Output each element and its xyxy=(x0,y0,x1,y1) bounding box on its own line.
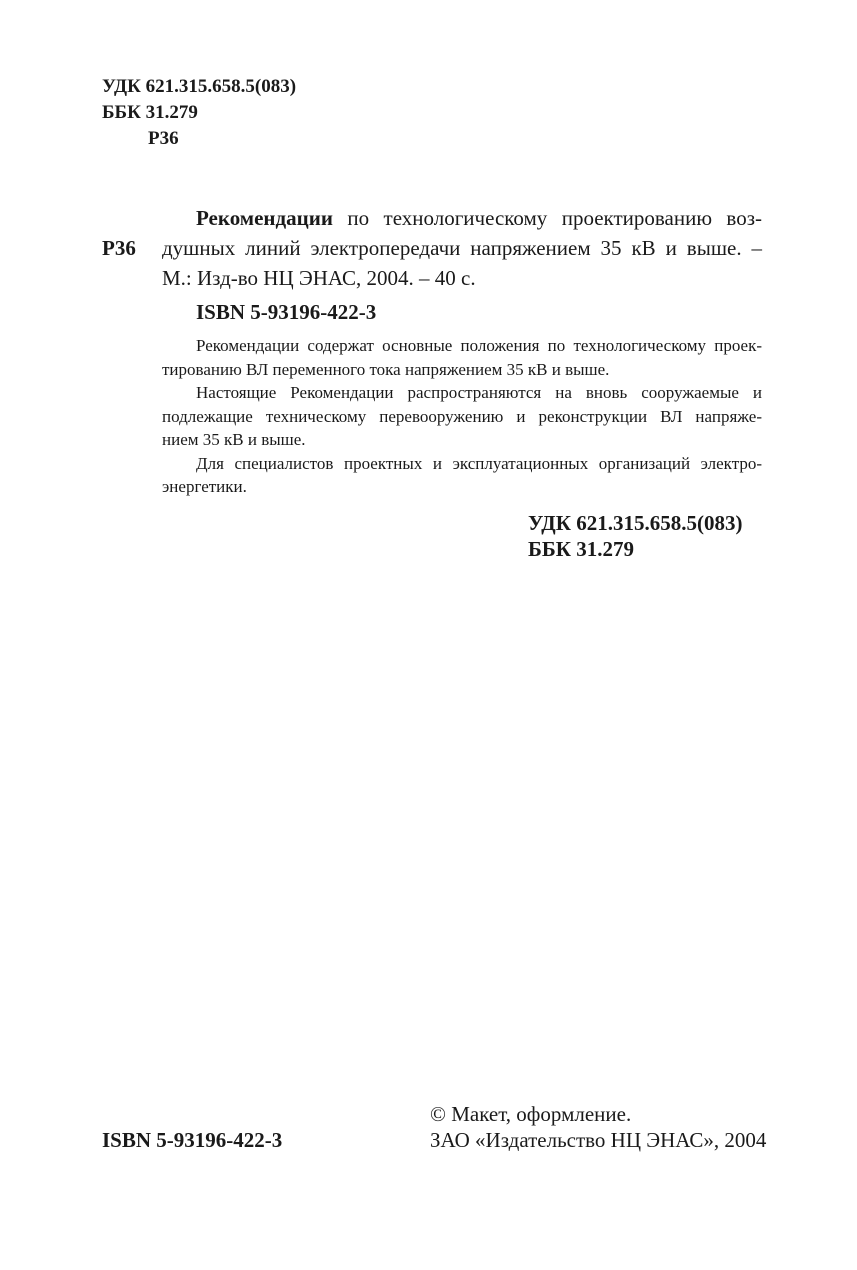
annotation-p2-line-2: подлежащие техническому перевооружению и реконструкции ВЛ напряже- xyxy=(162,406,762,426)
bbk-code-right: ББК 31.279 xyxy=(528,537,634,561)
entry-line-1 xyxy=(196,203,762,233)
author-mark-top: Р36 xyxy=(148,128,179,149)
bbk-code-top: ББК 31.279 xyxy=(102,102,198,123)
annotation-p2-line-3: нием 35 кВ и выше. xyxy=(162,430,306,449)
udk-code-top: УДК 621.315.658.5(083) xyxy=(102,76,297,97)
copyright-line-2: ЗАО «Издательство НЦ ЭНАС», 2004 xyxy=(430,1128,767,1152)
annotation-p3-line-2: энергетики. xyxy=(162,477,247,496)
annotation-p2-line-1: Настоящие Рекомендации распространяются на вновь сооружаемые и xyxy=(196,383,762,402)
annotation-p1-line-1: Рекомендации содержат основные положения по технологическому проек- xyxy=(196,336,762,355)
entry-line-1-rest: по технологическому проектированию воз- xyxy=(347,206,762,230)
footer-isbn: ISBN 5-93196-422-3 xyxy=(102,1128,283,1152)
annotation-p3-line-1: Для специалистов проектных и эксплуатационных организаций электро- xyxy=(196,453,762,473)
annotation-p1-line-2: тированию ВЛ переменного тока напряжением 35 кВ и выше. xyxy=(162,359,610,379)
entry-title: Рекомендации xyxy=(196,206,333,230)
copyright-line-1: © Макет, оформление. xyxy=(430,1102,632,1126)
entry-isbn: ISBN 5-93196-422-3 xyxy=(196,300,377,324)
udk-code-right: УДК 621.315.658.5(083) xyxy=(528,511,743,535)
author-mark-entry: Р36 xyxy=(102,236,136,260)
entry-line-2: душных линий электропередачи напряжением 35 кВ и выше. – xyxy=(162,236,762,260)
entry-line-3: М.: Изд-во НЦ ЭНАС, 2004. – 40 с. xyxy=(162,266,476,290)
